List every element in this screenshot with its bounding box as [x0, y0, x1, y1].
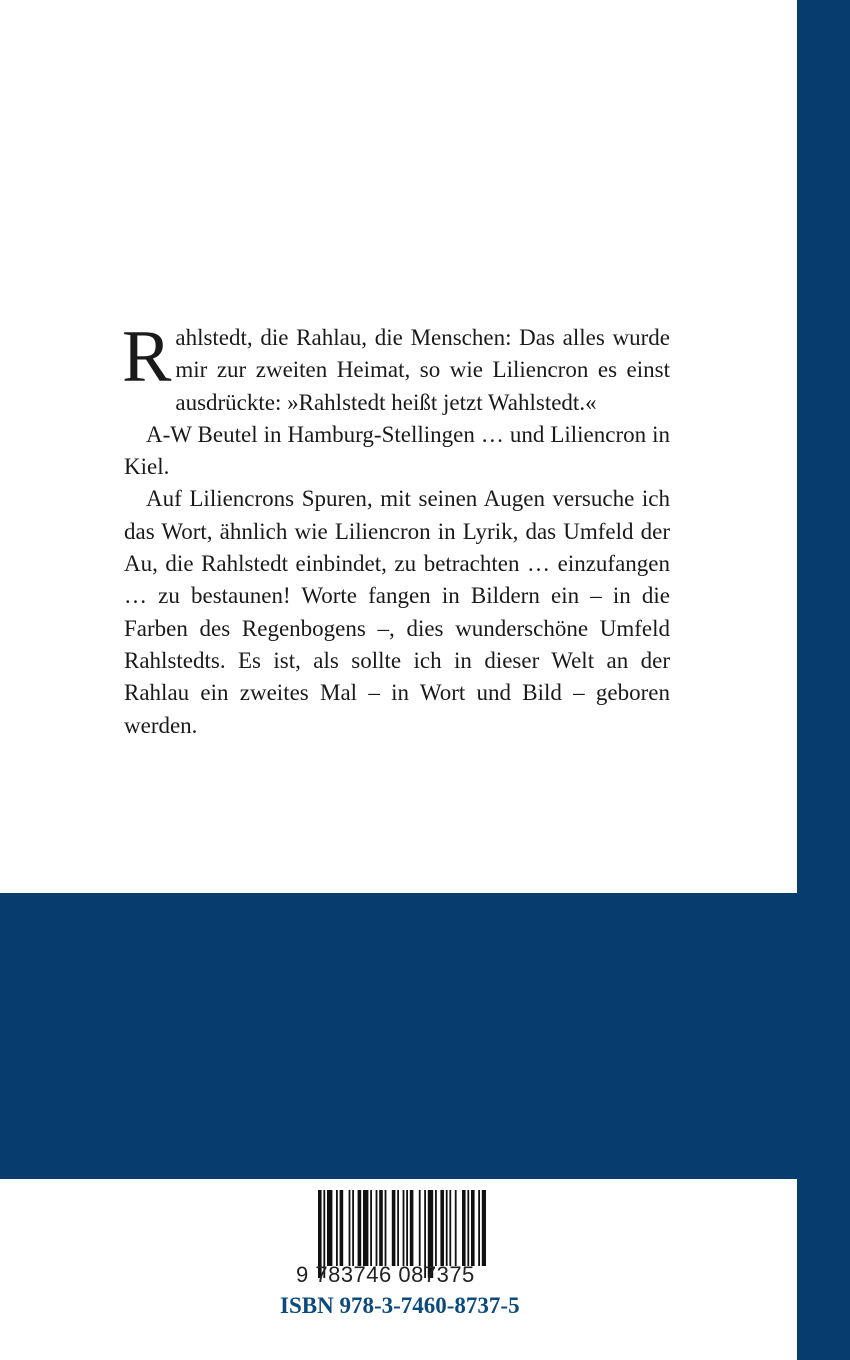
barcode-bar — [462, 1190, 466, 1266]
barcode-bar — [482, 1190, 486, 1266]
barcode-bar — [385, 1190, 387, 1266]
back-cover-blurb — [122, 316, 670, 742]
barcode-bar — [327, 1190, 332, 1266]
barcode-bar — [370, 1190, 372, 1266]
barcode-bar — [392, 1190, 396, 1266]
isbn-number: ISBN 978-3-7460-8737-5 — [280, 1293, 520, 1318]
blurb-paragraph-2: A-W Beutel in Hamburg-Stellingen … und Liliencron in Kiel. — [124, 421, 670, 480]
barcode-bar — [410, 1190, 414, 1266]
barcode-bar — [403, 1190, 405, 1266]
barcode-bar — [440, 1190, 444, 1266]
barcode-bar — [478, 1190, 480, 1266]
isbn-barcode — [296, 1186, 486, 1294]
barcode-bar — [376, 1190, 378, 1266]
barcode-bar — [340, 1190, 344, 1266]
barcode-bar — [419, 1190, 421, 1266]
barcode-bar — [471, 1190, 475, 1266]
barcode-bar — [406, 1190, 408, 1266]
barcode-bar — [358, 1190, 362, 1266]
barcode-bar — [352, 1190, 354, 1266]
blue-color-band — [0, 893, 850, 1179]
barcode-bar — [467, 1190, 469, 1266]
barcode-bar — [397, 1190, 399, 1266]
drop-cap-letter: R — [122, 316, 172, 398]
barcode-bar — [349, 1190, 351, 1266]
barcode-bar — [435, 1190, 437, 1266]
barcode-bar — [336, 1190, 338, 1266]
barcode-digits: 9 783746 087375 — [296, 1262, 475, 1287]
barcode-bar — [449, 1190, 451, 1266]
barcode-bar — [379, 1190, 383, 1266]
blurb-paragraph-1-text: ahlstedt, die Rahlau, die Menschen: Das alles wurde mir zur zweiten Heimat, so wie Liliencron es einst ausdrückte: »Rahlstedt heißt jetzt Wahlstedt.« — [175, 325, 670, 415]
blurb-paragraph-1 — [122, 316, 670, 419]
barcode-bar — [455, 1190, 457, 1266]
barcode-bar — [363, 1190, 368, 1266]
blurb-paragraph-3: Auf Liliencrons Spuren, mit seinen Augen versuche ich das Wort, ähnlich wie Liliencron in Lyrik, das Umfeld der Au, die Rahlstedt einbindet, zu betrachten … einzufangen … zu bestaunen! Worte fangen in Bildern ein – in die Farben des Regenbogens –, dies wunderschöne Umfeld Rahlstedts. Es ist, als sollte ich in dieser Welt an der Rahlau ein zweites Mal – in Wort und Bild – geboren werden. — [124, 486, 670, 738]
barcode-bar — [446, 1190, 448, 1266]
